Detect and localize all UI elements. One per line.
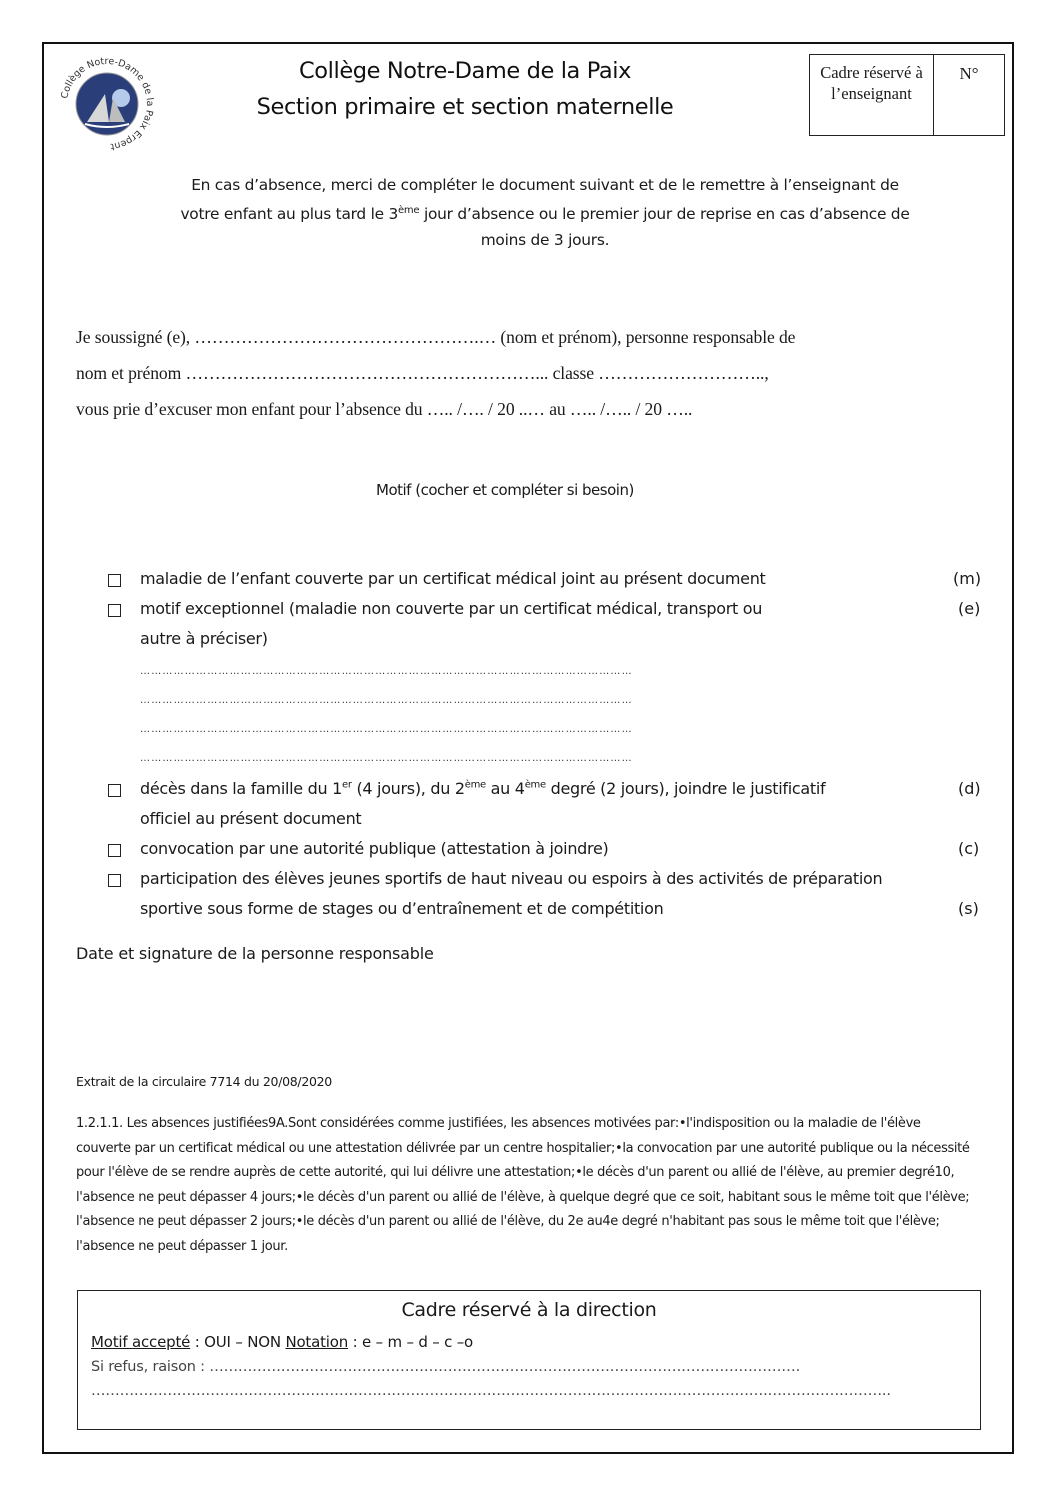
checkbox-maladie[interactable] <box>108 574 121 587</box>
declaration-line-name[interactable]: Je soussigné (e), ………………………………………….… (nom et prénom), personne responsable de <box>76 327 796 347</box>
deces-p3: au 4 <box>485 779 525 798</box>
direction-dot-line[interactable]: …………………………………………………………………………………………………………………………….…………………….. <box>91 1383 891 1399</box>
intro-line-2b: jour d’absence ou le premier jour de reprise en cas d’absence de <box>419 205 910 224</box>
option-exceptionnel-label: motif exceptionnel (maladie non couverte par un certificat médical, transport ou <box>140 599 763 618</box>
circular-extract-title: Extrait de la circulaire 7714 du 20/08/2020 <box>76 1074 332 1089</box>
checkbox-deces[interactable] <box>108 784 121 797</box>
code-s: (s) <box>958 899 979 918</box>
checkbox-sportif[interactable] <box>108 874 121 887</box>
code-d: (d) <box>958 779 981 798</box>
intro-line-2 <box>70 198 1020 227</box>
option-sportif-label: participation des élèves jeunes sportifs de haut niveau ou espoirs à des activités de préparation <box>140 869 883 888</box>
school-section: Section primaire et section maternelle <box>256 94 674 120</box>
direction-title: Cadre réservé à la direction <box>401 1299 657 1321</box>
reason-line-1[interactable]: …………………………………………………………………………………………………………………… <box>140 666 633 677</box>
motif-title: Motif (cocher et compléter si besoin) <box>376 481 634 499</box>
reason-line-4[interactable]: …………………………………………………………………………………………………………………… <box>140 753 633 764</box>
option-maladie-label: maladie de l’enfant couverte par un certificat médical joint au présent document <box>140 569 766 588</box>
teacher-box-number[interactable]: N° <box>959 64 979 83</box>
deces-s3: ème <box>524 779 546 791</box>
option-sportif-label-2: sportive sous forme de stages ou d’entraînement et de compétition <box>140 899 664 918</box>
school-name: Collège Notre-Dame de la Paix <box>298 58 632 84</box>
notation-value[interactable]: : e – m – d – c –o <box>348 1333 473 1351</box>
svg-text:Collège Notre-Dame de la Paix: Collège Notre-Dame de la Paix Erpent <box>59 55 156 152</box>
direction-refus-line[interactable]: Si refus, raison : ……………………………………………………………………………………………………………. <box>91 1359 800 1375</box>
declaration-line-dates[interactable]: vous prie d’excuser mon enfant pour l’absence du ….. /…. / 20 ..… au ….. /….. / 20 ….. <box>76 399 693 419</box>
checkbox-exceptionnel[interactable] <box>108 604 121 617</box>
reason-line-2[interactable]: …………………………………………………………………………………………………………………… <box>140 695 633 706</box>
checkbox-convocation[interactable] <box>108 844 121 857</box>
intro-line-1: En cas d’absence, merci de compléter le document suivant et de le remettre à l’enseignant de <box>191 176 899 194</box>
teacher-box-label: Cadre réservé à l’enseignant <box>810 55 934 135</box>
intro-line-3: moins de 3 jours. <box>480 231 610 250</box>
teacher-reserved-box <box>809 54 1005 136</box>
code-c: (c) <box>958 839 980 858</box>
deces-p4: degré (2 jours), joindre le justificatif <box>545 779 826 798</box>
signature-label: Date et signature de la personne responsable <box>76 944 434 963</box>
option-deces-label-2: officiel au présent document <box>140 809 362 828</box>
intro-line-2a: votre enfant au plus tard le 3 <box>180 205 399 224</box>
direction-motif-line <box>91 1333 473 1351</box>
option-deces-label <box>140 779 825 798</box>
deces-p2: (4 jours), du 2 <box>351 779 465 798</box>
motif-accepte-value[interactable]: : OUI – NON <box>190 1333 286 1351</box>
code-m: (m) <box>953 569 982 588</box>
code-e: (e) <box>958 599 981 618</box>
direction-reserved-box <box>77 1290 981 1430</box>
deces-s1: er <box>341 779 352 791</box>
intro-sup: ème <box>398 205 420 216</box>
reason-line-3[interactable]: …………………………………………………………………………………………………………………… <box>140 724 633 735</box>
circular-text: 1.2.1.1. Les absences justifiées9A.Sont considérées comme justifiées, les absences motivées par:•l'indisposition ou la maladie de l'élève couverte par un certificat médical ou une attestation délivrée par un centre hospitalier;•la convocation par une autorité publique ou la nécessité pour l'élève de se rendre auprès de cette autorité, qui lui délivre une attestation;•le décès d'un parent ou allié de l'élève, au premier degré10, l'absence ne peut dépasser 4 jours;•le décès d'un parent ou allié de l'élève, à quelque degré que ce soit, habitant sous le même toit que l'élève; l'absence ne peut dépasser 2 jours;•le décès d'un parent ou allié de l'élève, du 2e au4e degré n'habitant pas sous le même toit que l'élève; l'absence ne peut dépasser 1 jour. <box>76 1116 970 1254</box>
deces-p1: décès dans la famille du 1 <box>140 779 342 798</box>
intro-paragraph <box>70 172 1020 253</box>
option-exceptionnel-label-2: autre à préciser) <box>140 629 268 648</box>
notation-label: Notation <box>285 1333 349 1351</box>
school-logo <box>57 54 157 154</box>
declaration-line-child[interactable]: nom et prénom ……………………………………………………... classe ……………………….., <box>76 363 769 383</box>
deces-s2: ème <box>464 779 486 791</box>
option-convocation-label: convocation par une autorité publique (attestation à joindre) <box>140 839 609 858</box>
motif-accepte-label: Motif accepté <box>91 1333 191 1351</box>
